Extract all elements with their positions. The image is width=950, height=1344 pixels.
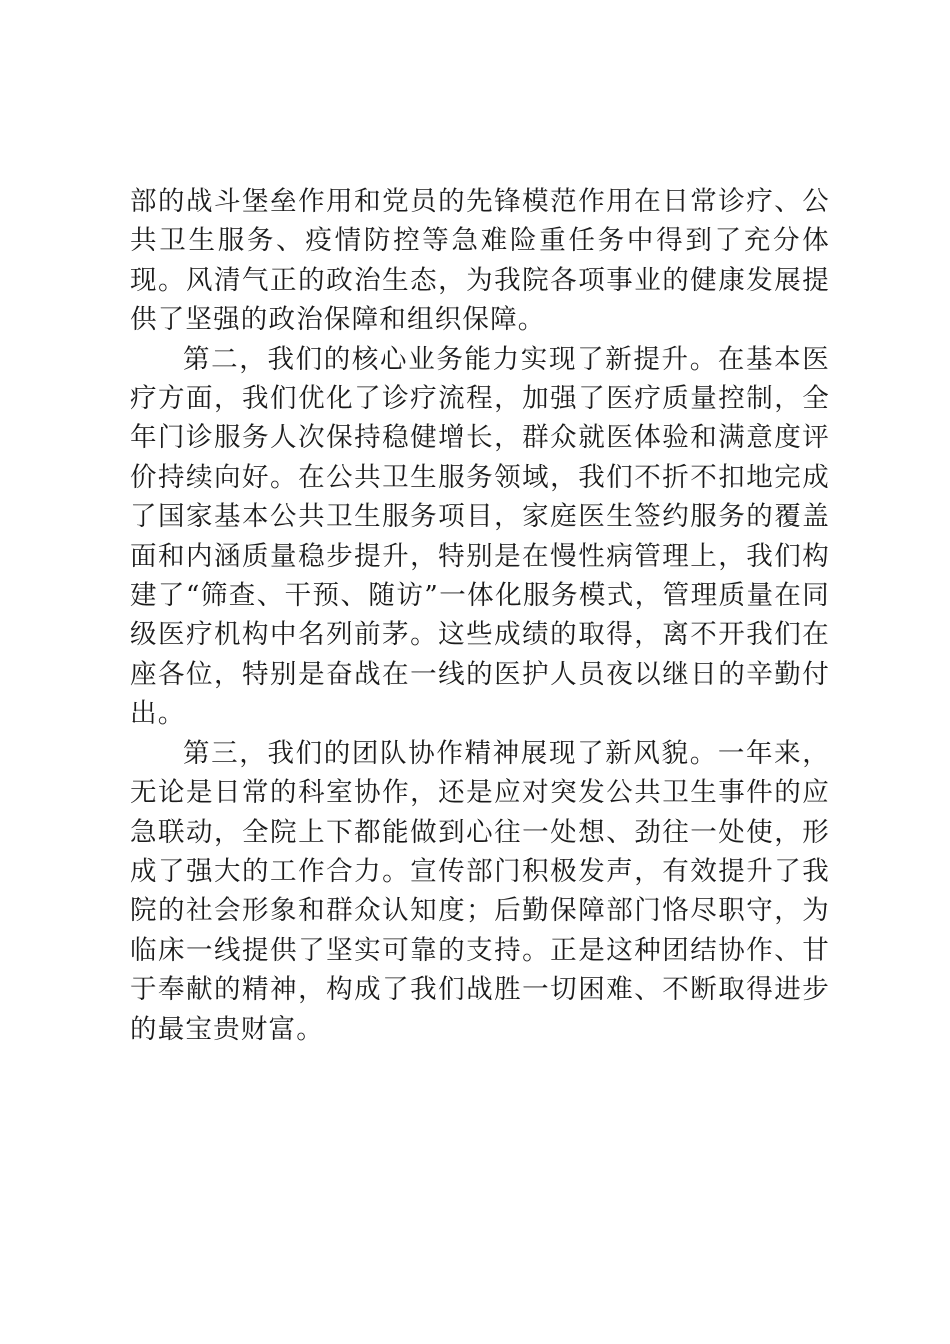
paragraph-continued: 部的战斗堡垒作用和党员的先锋模范作用在日常诊疗、公共卫生服务、疫情防控等急难险重任务中得到了充分体现。风清气正的政治生态，为我院各项事业的健康发展提供了坚强的政治保障和组织保障。 — [130, 186, 830, 336]
paragraph-third-point: 第三，我们的团队协作精神展现了新风貌。一年来，无论是日常的科室协作，还是应对突发公共卫生事件的应急联动，全院上下都能做到心往一处想、劲往一处使，形成了强大的工作合力。宣传部门积极发声，有效提升了我院的社会形象和群众认知度；后勤保障部门恪尽职守，为临床一线提供了坚实可靠的支持。正是这种团结协作、甘于奉献的精神，构成了我们战胜一切困难、不断取得进步的最宝贵财富。 — [130, 737, 830, 1045]
body-text — [130, 182, 830, 1049]
paragraph-second-point: 第二，我们的核心业务能力实现了新提升。在基本医疗方面，我们优化了诊疗流程，加强了医疗质量控制，全年门诊服务人次保持稳健增长，群众就医体验和满意度评价持续向好。在公共卫生服务领域，我们不折不扣地完成了国家基本公共卫生服务项目，家庭医生签约服务的覆盖面和内涵质量稳步提升，特别是在慢性病管理上，我们构建了“筛查、干预、随访”一体化服务模式，管理质量在同级医疗机构中名列前茅。这些成绩的取得，离不开我们在座各位，特别是奋战在一线的医护人员夜以继日的辛勤付出。 — [130, 343, 830, 730]
